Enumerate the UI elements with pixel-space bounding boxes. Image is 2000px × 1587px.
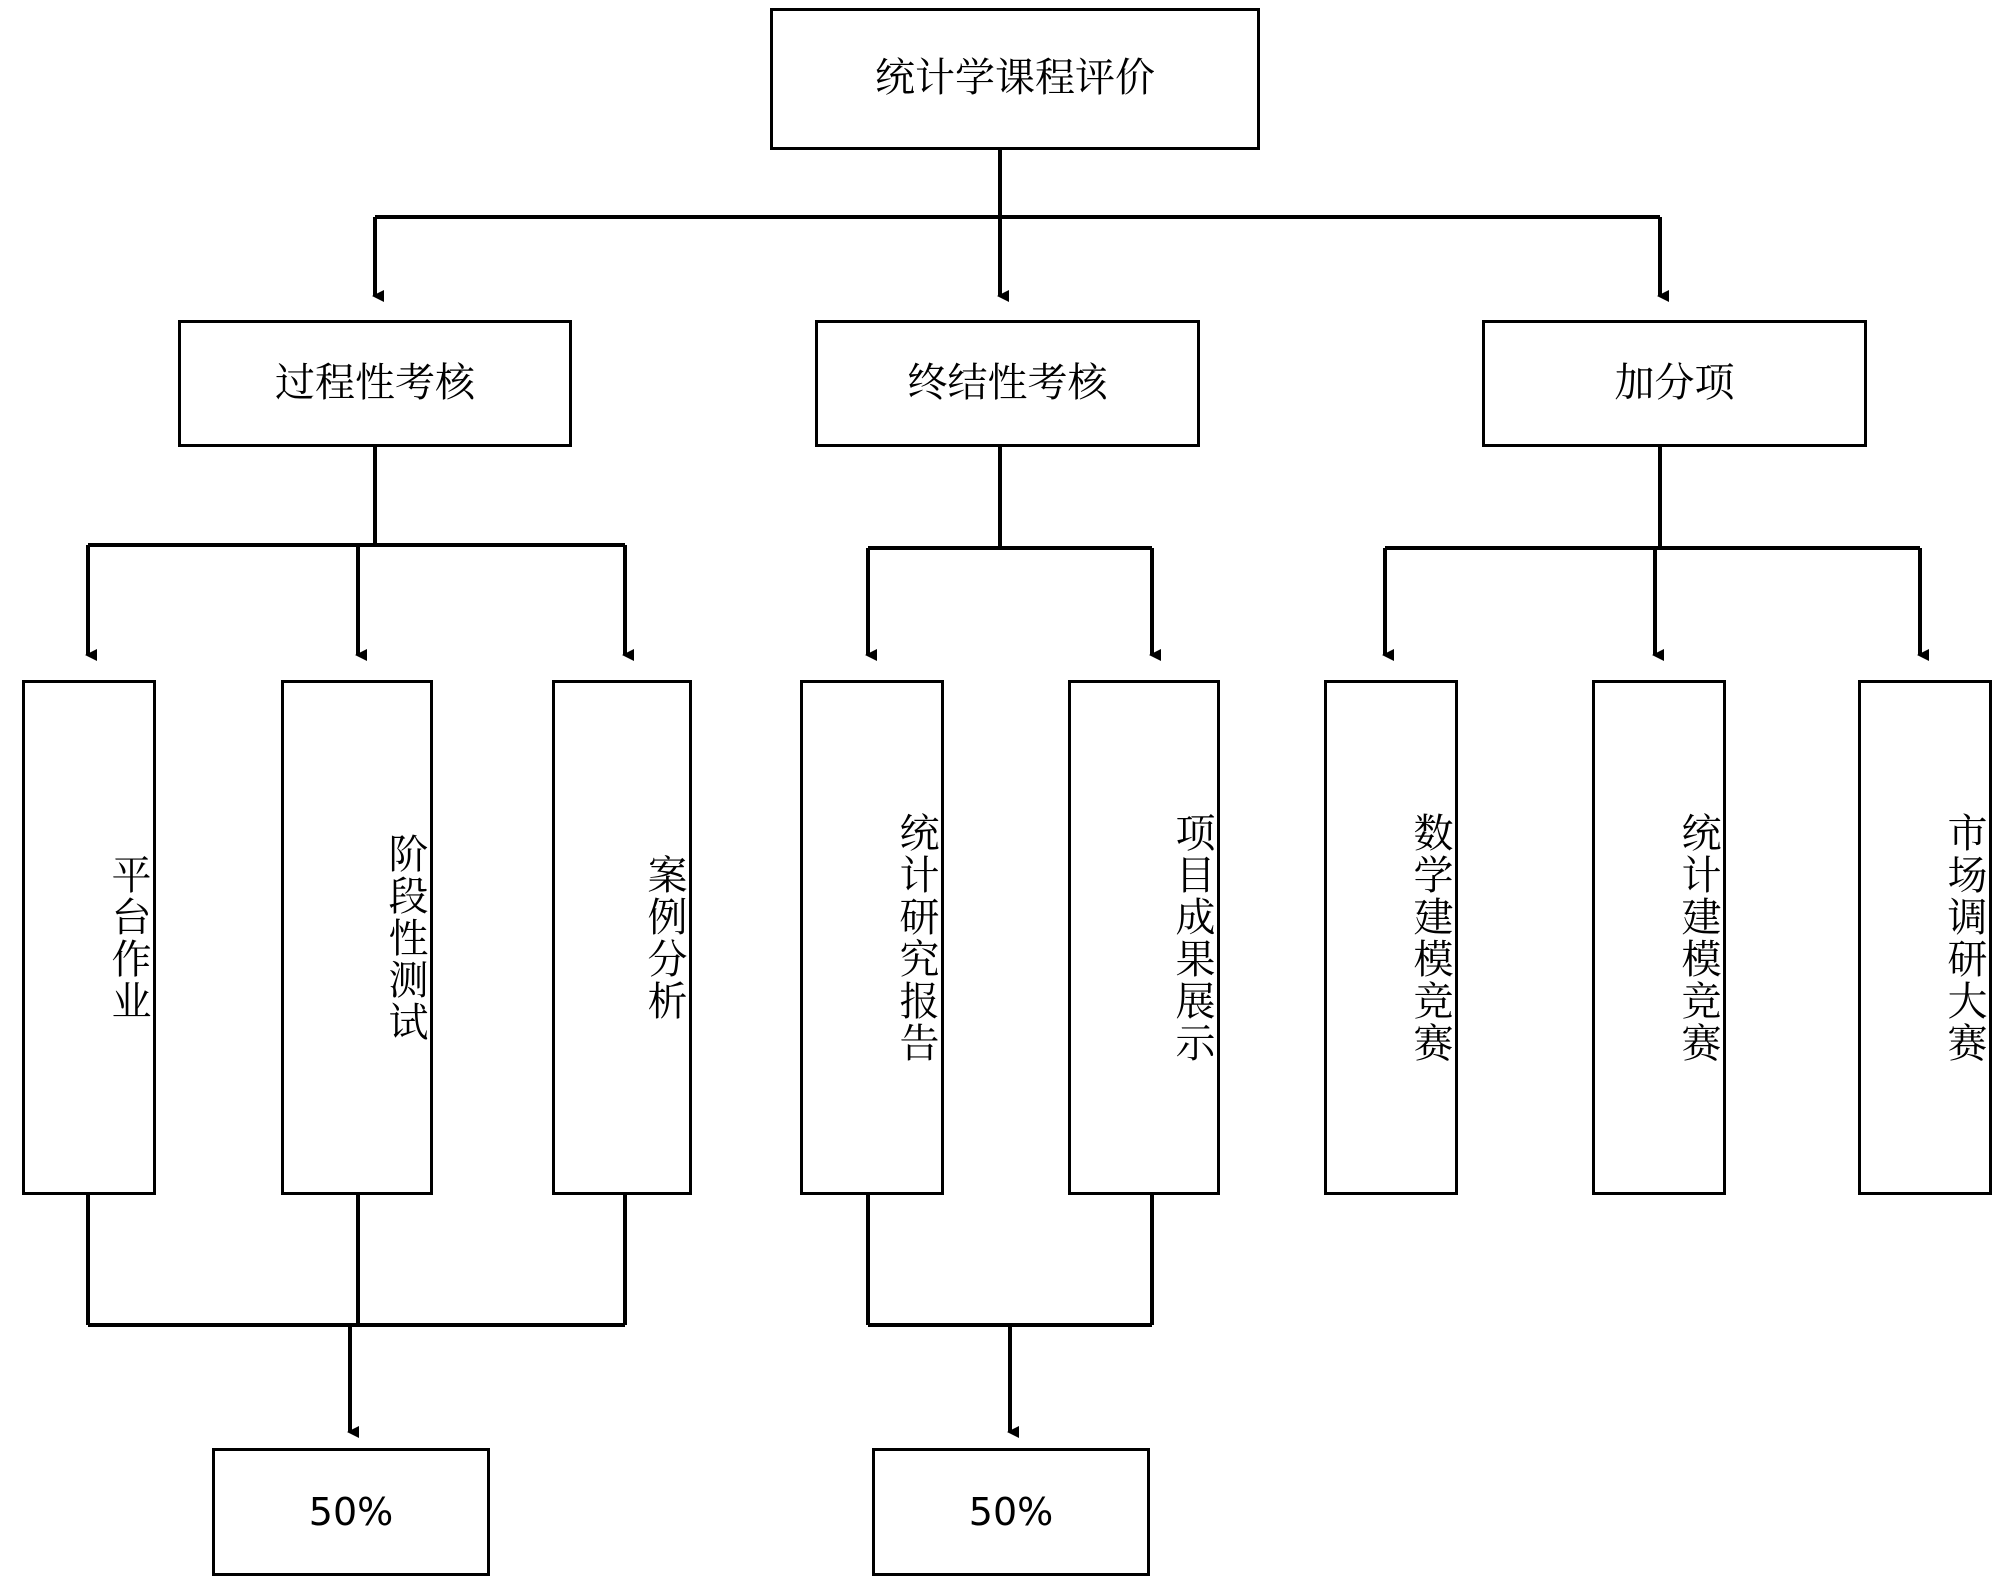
node-platform-homework[interactable] [22, 680, 156, 1195]
node-project-result[interactable] [1068, 680, 1220, 1195]
node-stage-test[interactable] [281, 680, 433, 1195]
node-research-report-label: 统计研究报告 [893, 811, 939, 1064]
node-math-modeling-label: 数学建模竞赛 [1407, 811, 1453, 1064]
node-case-analysis-label: 案例分析 [641, 853, 687, 1022]
node-research-report[interactable] [800, 680, 944, 1195]
node-final[interactable] [815, 320, 1200, 447]
node-stage-test-label: 阶段性测试 [382, 832, 428, 1043]
node-process-weight[interactable] [212, 1448, 490, 1576]
node-market-survey[interactable] [1858, 680, 1992, 1195]
node-platform-homework-label: 平台作业 [105, 853, 151, 1022]
node-stat-modeling[interactable] [1592, 680, 1726, 1195]
node-math-modeling[interactable] [1324, 680, 1458, 1195]
node-root[interactable] [770, 8, 1260, 150]
node-stat-modeling-label: 统计建模竞赛 [1675, 811, 1721, 1064]
node-project-result-label: 项目成果展示 [1169, 811, 1215, 1064]
node-process[interactable] [178, 320, 572, 447]
node-process-weight-label: 50% [308, 1489, 394, 1534]
node-final-weight-label: 50% [968, 1489, 1054, 1534]
node-final-weight[interactable] [872, 1448, 1150, 1576]
node-root-label: 统计学课程评价 [875, 55, 1155, 102]
node-final-label: 终结性考核 [907, 359, 1108, 406]
node-market-survey-label: 市场调研大赛 [1941, 811, 1987, 1064]
node-case-analysis[interactable] [552, 680, 692, 1195]
node-bonus[interactable] [1482, 320, 1867, 447]
node-process-label: 过程性考核 [275, 359, 475, 406]
node-bonus-label: 加分项 [1614, 359, 1735, 406]
